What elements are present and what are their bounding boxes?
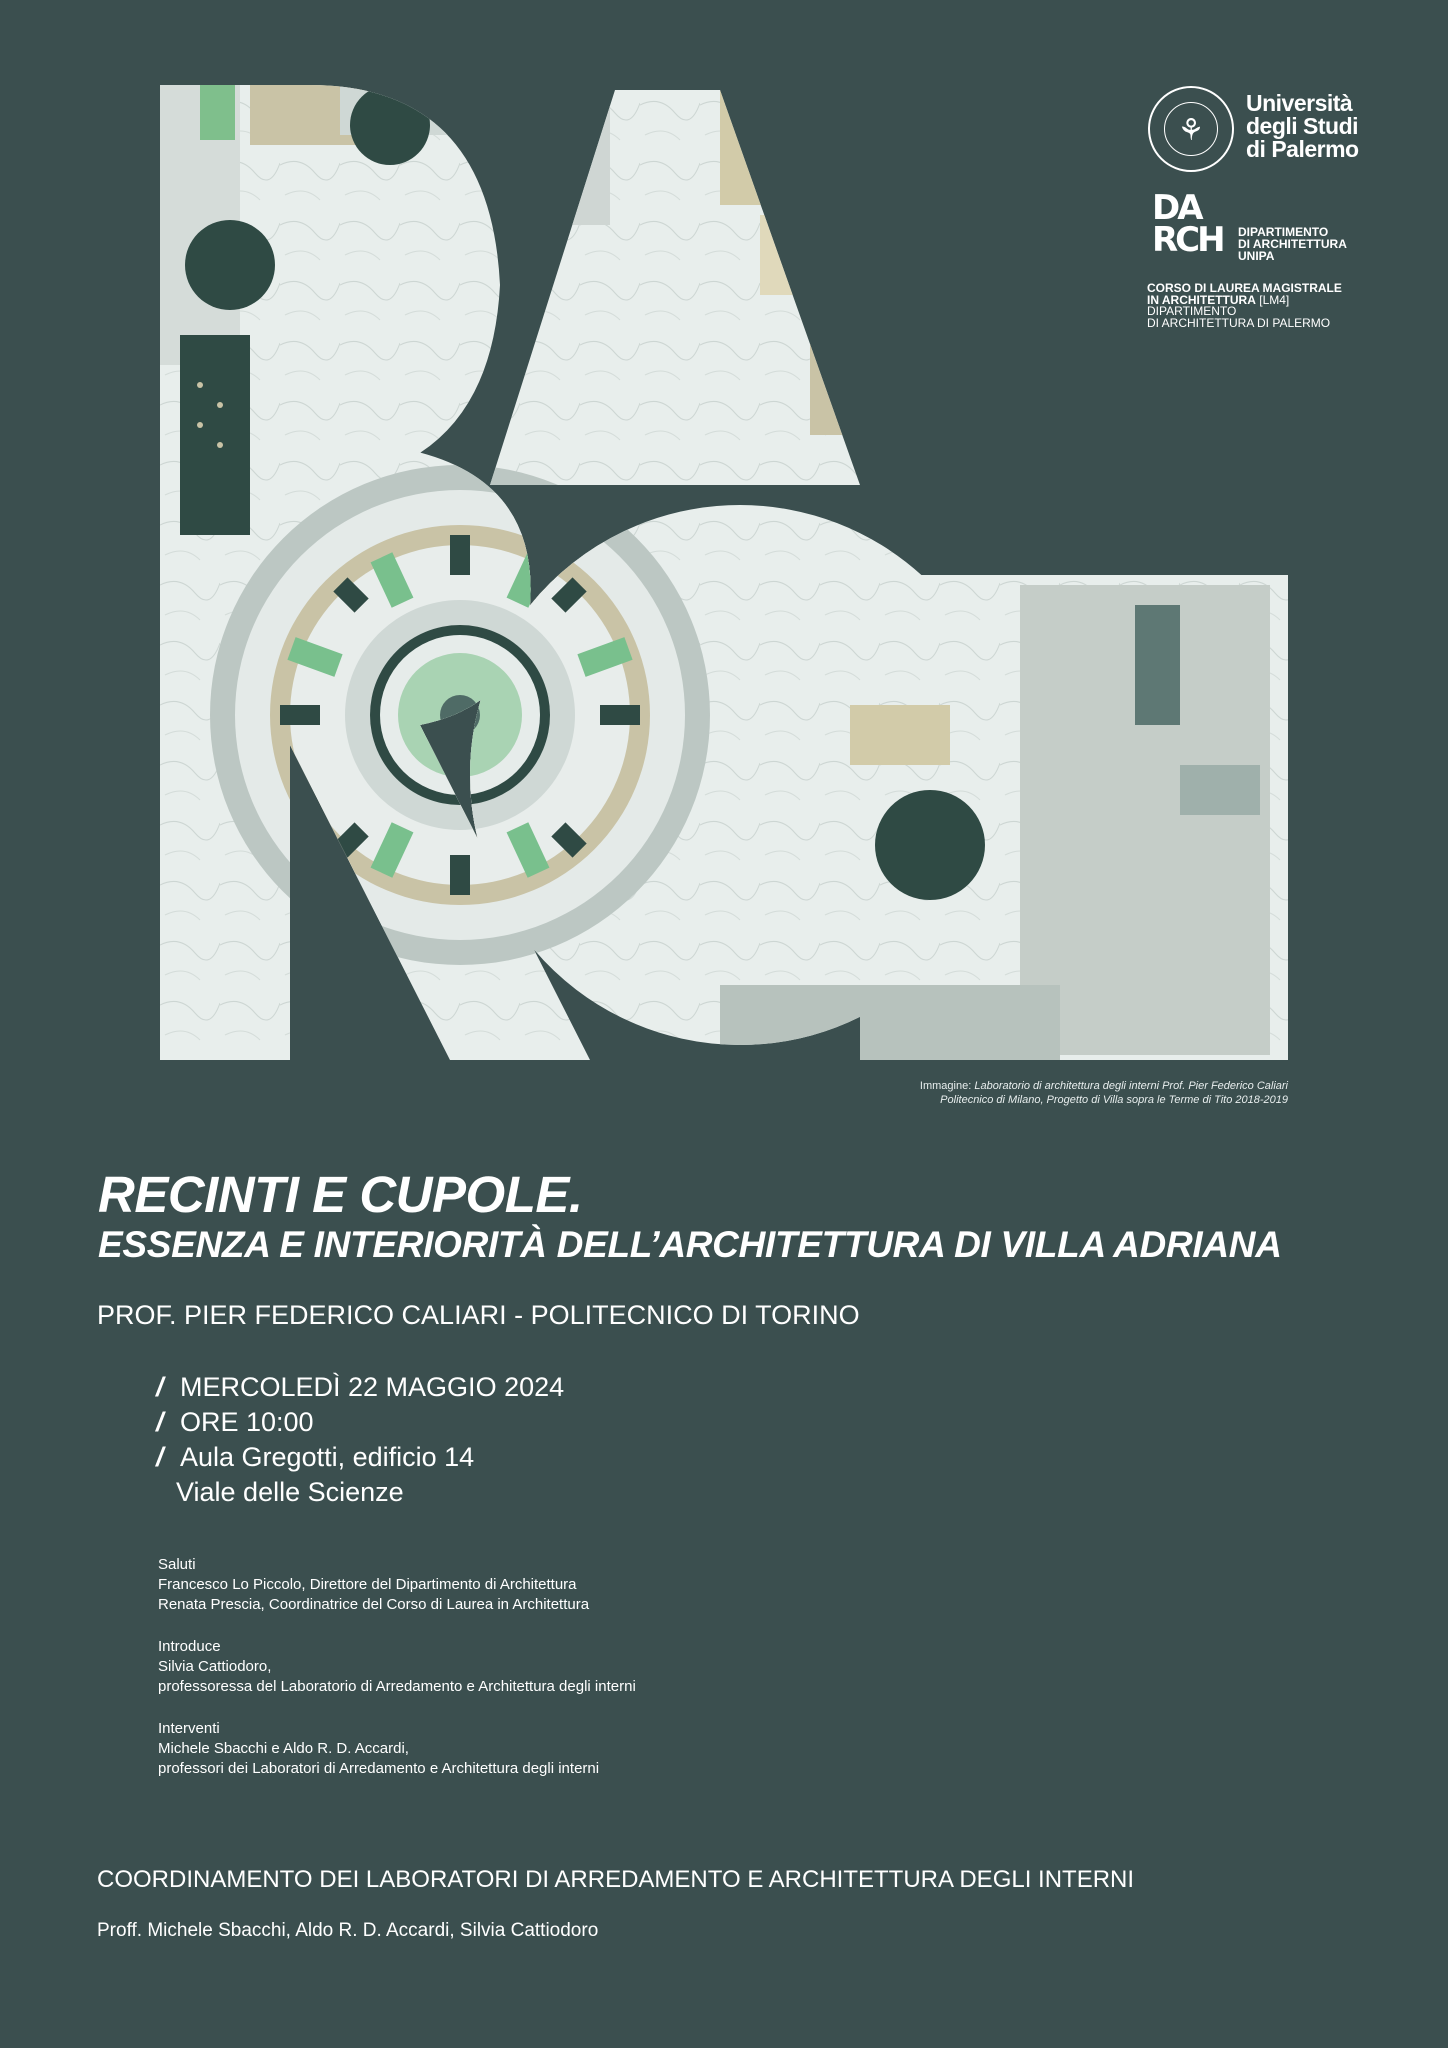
program-line: professoressa del Laboratorio di Arredamento e Architettura degli interni [158, 1678, 636, 1695]
program-line: Silvia Cattiodoro, [158, 1658, 272, 1675]
department-logo [1152, 188, 1392, 267]
slash-icon: / [156, 1442, 164, 1472]
university-name: Università degli Studi di Palermo [1246, 90, 1359, 162]
program-group [158, 1555, 636, 1615]
coordination: COORDINAMENTO DEI LABORATORI DI ARREDAMENTO E ARCHITETTURA DEGLI INTERNI [97, 1866, 1135, 1893]
event-details [156, 1370, 564, 1510]
program-heading: Interventi [158, 1720, 220, 1737]
event-room: / Aula Gregotti, edificio 14 [156, 1440, 564, 1475]
event-street: Viale delle Scienze [176, 1477, 404, 1507]
darch-mark: DA RCH [1152, 188, 1223, 260]
program-group [158, 1637, 636, 1697]
slash-icon: / [156, 1372, 164, 1402]
event-subtitle: ESSENZA E INTERIORITÀ DELL’ARCHITETTURA DI VILLA ADRIANA [98, 1224, 1282, 1265]
event-time: / ORE 10:00 [156, 1405, 564, 1440]
course-info: CORSO DI LAUREA MAGISTRALE IN ARCHITETTURA [LM4] DIPARTIMENTO DI ARCHITETTURA DI PALERMO [1147, 281, 1342, 330]
program-line: Michele Sbacchi e Aldo R. D. Accardi, [158, 1740, 409, 1757]
professors: Proff. Michele Sbacchi, Aldo R. D. Accardi, Silvia Cattiodoro [97, 1920, 599, 1941]
program-heading: Saluti [158, 1556, 196, 1573]
program-line: Renata Prescia, Coordinatrice del Corso di Laurea in Architettura [158, 1596, 590, 1613]
university-seal-icon: ⚘ [1148, 86, 1234, 172]
program-line: Francesco Lo Piccolo, Direttore del Dipartimento di Architettura [158, 1576, 577, 1593]
program-group [158, 1719, 636, 1779]
slash-icon: / [156, 1407, 164, 1437]
program [158, 1555, 636, 1801]
image-credit: Immagine: Laboratorio di architettura degli interni Prof. Pier Federico Caliari Politecnico di Milano, Progetto di Villa sopra le Terme di Tito 2018-2019 [919, 1080, 1288, 1106]
program-heading: Introduce [158, 1638, 221, 1655]
speaker: PROF. PIER FEDERICO CALIARI - POLITECNICO DI TORINO [97, 1300, 860, 1330]
program-line: professori dei Laboratori di Arredamento e Architettura degli interni [158, 1760, 600, 1777]
event-date: / MERCOLEDÌ 22 MAGGIO 2024 [156, 1370, 564, 1405]
darch-hero-image [160, 85, 1300, 1085]
event-title: RECINTI E CUPOLE. [98, 1166, 583, 1223]
department-name: DIPARTIMENTO DI ARCHITETTURA UNIPA [1238, 225, 1347, 263]
university-logo [1148, 86, 1378, 176]
